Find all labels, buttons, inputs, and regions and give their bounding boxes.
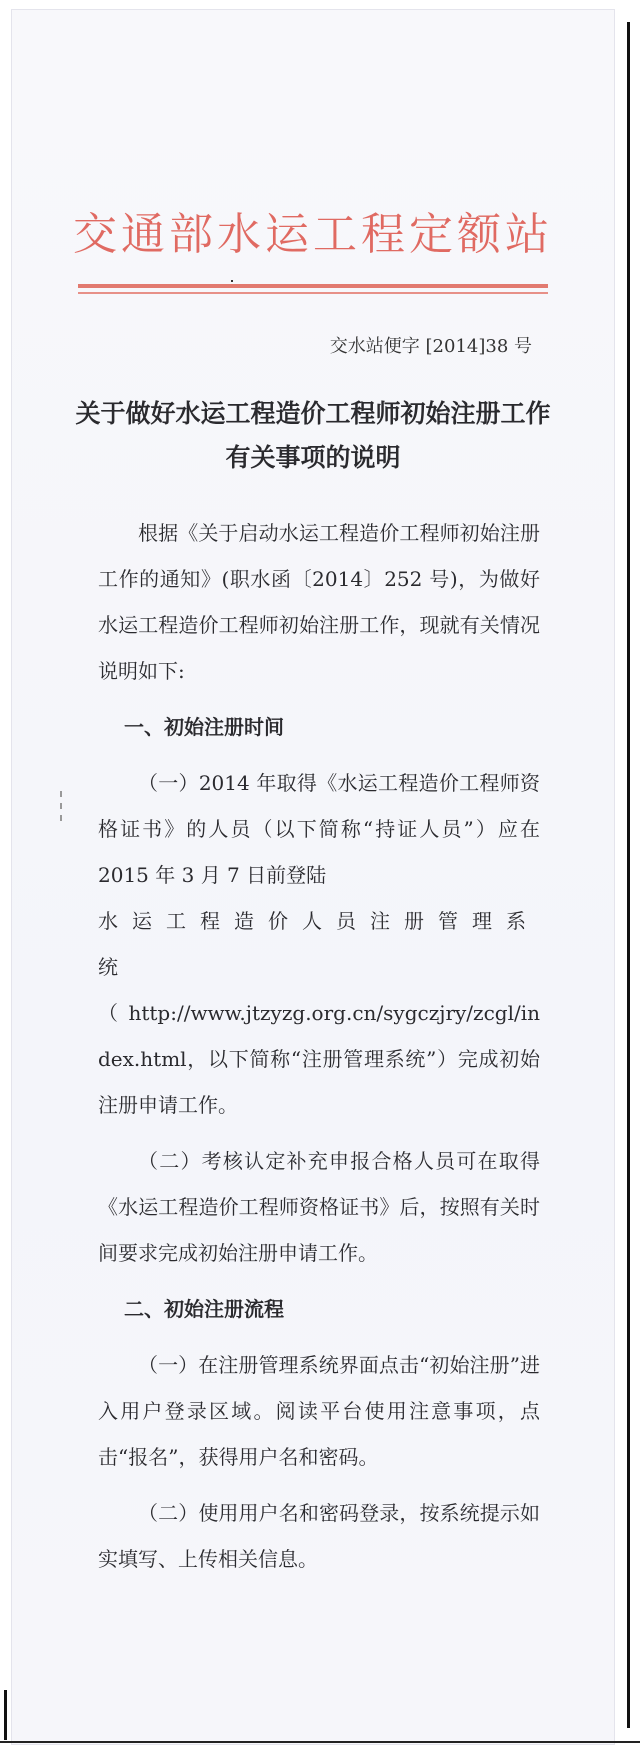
registration-url-text: （http://www.jtzyzg.org.cn/sygczjry/zcgl/index.html，以下简称“注册管理系统”）完成初始注册申请工作。 <box>98 1001 540 1117</box>
section-1-paragraph-1 <box>98 760 540 1128</box>
section-1-paragraph-1-text: （一）2014 年取得《水运工程造价工程师资格证书》的人员（以下简称“持证人员”）应在 2015 年 3 月 7 日前登陆 <box>98 771 540 887</box>
section-1-paragraph-2: （二）考核认定补充申报合格人员可在取得《水运工程造价工程师资格证书》后，按照有关时间要求完成初始注册申请工作。 <box>98 1149 540 1265</box>
scan-artifact <box>60 785 66 845</box>
ink-speck <box>231 280 233 282</box>
document-title-line-2: 有关事项的说明 <box>225 443 401 472</box>
scan-border-left <box>4 1690 7 1740</box>
org-letterhead-title: 交通部水运工程定额站 <box>73 209 553 260</box>
document-number: 交水站便字 [2014]38 号 <box>329 336 532 357</box>
section-2-paragraph-2: （二）使用用户名和密码登录，按系统提示如实填写、上传相关信息。 <box>98 1501 540 1571</box>
letterhead-red-rule-thin <box>78 292 548 294</box>
document-page <box>12 10 614 1744</box>
section-heading-1: 一、初始注册时间 <box>124 715 284 739</box>
document-title <box>12 392 614 480</box>
system-name-spread: 水运工程造价人员注册管理系统 <box>98 909 540 979</box>
document-title-line-1: 关于做好水运工程造价工程师初始注册工作 <box>75 399 551 428</box>
intro-paragraph: 根据《关于启动水运工程造价工程师初始注册工作的通知》(职水函〔2014〕252 号)，为做好水运工程造价工程师初始注册工作，现就有关情况说明如下: <box>98 521 540 683</box>
letterhead-red-rule <box>78 284 548 288</box>
section-heading-2: 二、初始注册流程 <box>124 1297 284 1321</box>
scan-border-bottom <box>0 1741 640 1743</box>
section-2-paragraph-1: （一）在注册管理系统界面点击“初始注册”进入用户登录区域。阅读平台使用注意事项，点击“报名”，获得用户名和密码。 <box>98 1353 540 1469</box>
document-body <box>98 510 540 1592</box>
scan-border-right <box>627 22 630 1728</box>
